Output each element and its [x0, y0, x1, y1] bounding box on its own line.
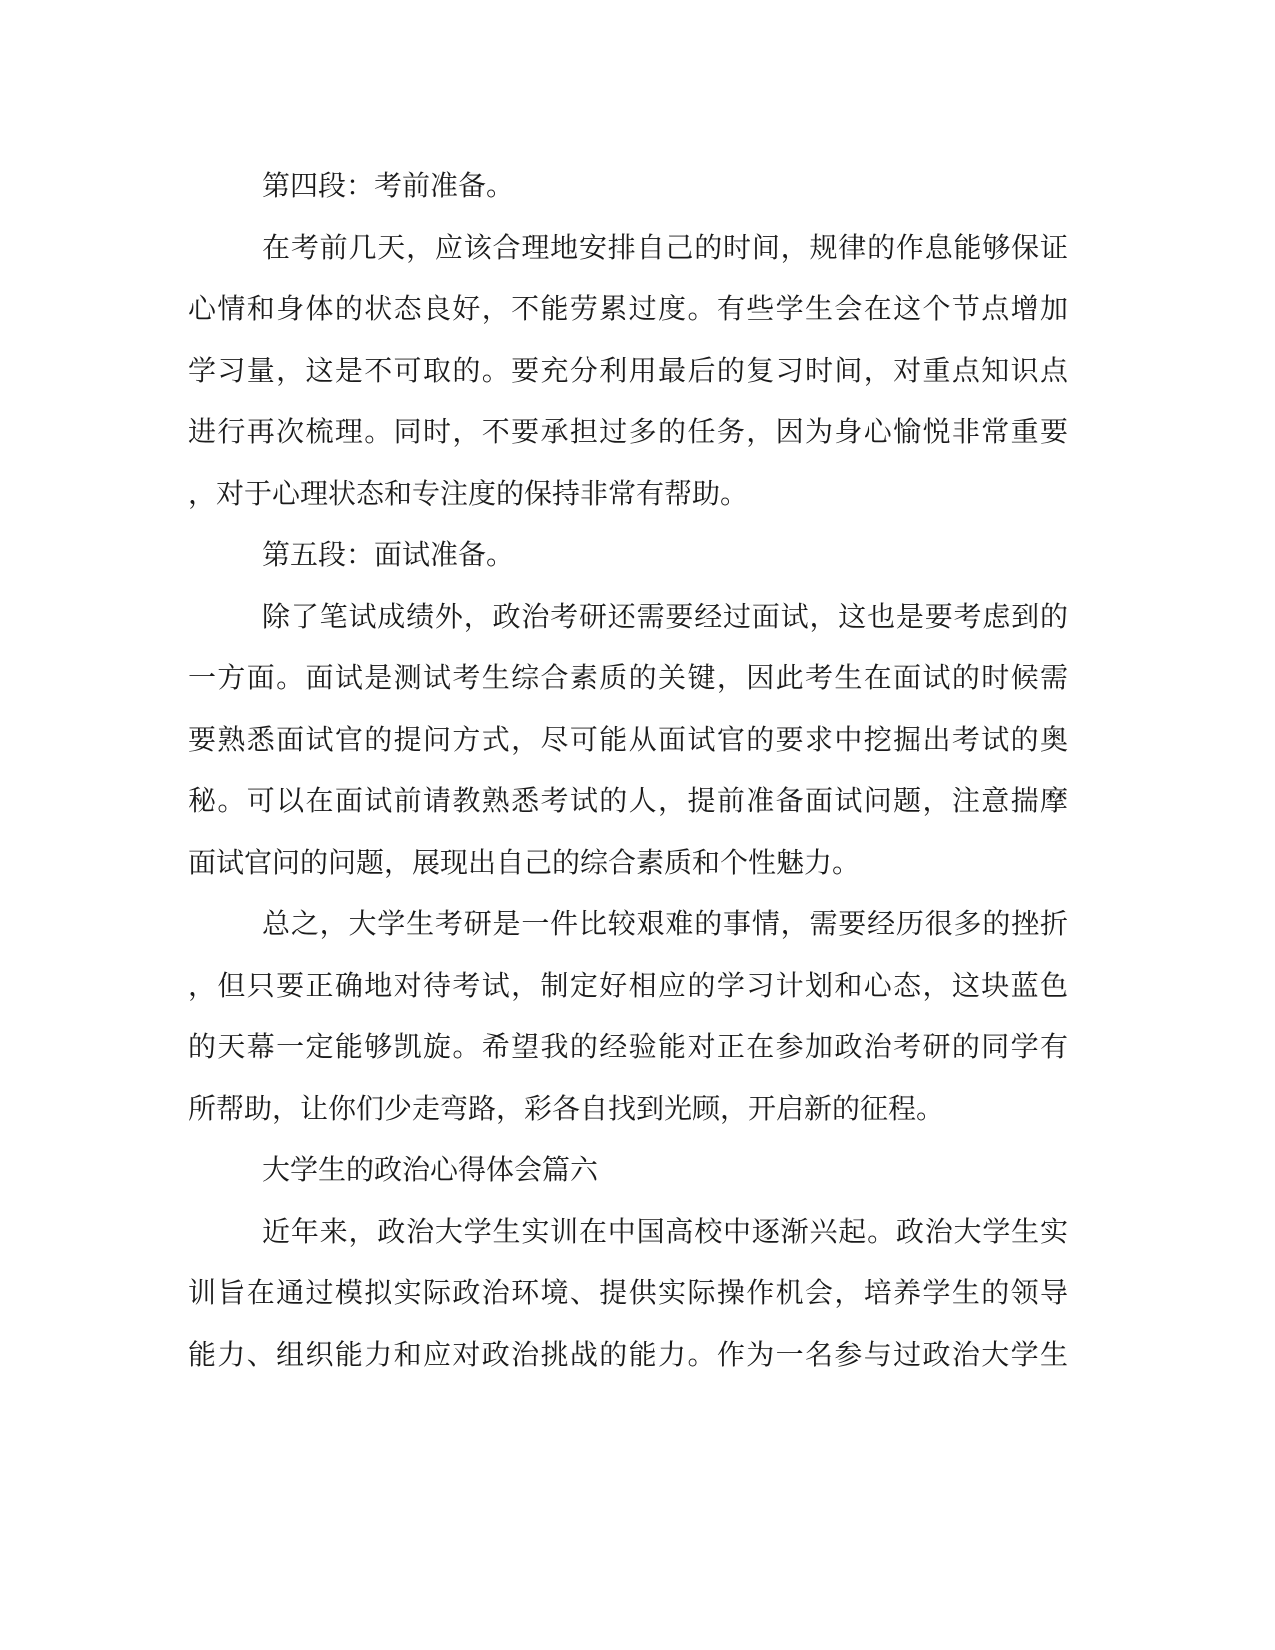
paragraph-line: ，对于心理状态和专注度的保持非常有帮助。: [188, 476, 749, 510]
paragraph-line: 学习量，这是不可取的。要充分利用最后的复习时间，对重点知识点: [188, 353, 1068, 387]
section-heading-5: 第五段：面试准备。: [262, 538, 515, 571]
paragraph-line: 在考前几天，应该合理地安排自己的时间，规律的作息能够保证: [262, 230, 1068, 264]
paragraph-line: 所帮助，让你们少走弯路，彩各自找到光顾，开启新的征程。: [188, 1091, 945, 1125]
paragraph-line: 总之，大学生考研是一件比较艰难的事情，需要经历很多的挫折: [262, 907, 1068, 940]
paragraph-line: 秘。可以在面试前请教熟悉考试的人，提前准备面试问题，注意揣摩: [188, 784, 1068, 817]
paragraph-line: 训旨在通过模拟实际政治环境、提供实际操作机会，培养学生的领导: [188, 1276, 1068, 1309]
paragraph-line: 心情和身体的状态良好，不能劳累过度。有些学生会在这个节点增加: [188, 292, 1068, 325]
paragraph-line: 进行再次梳理。同时，不要承担过多的任务，因为身心愉悦非常重要: [188, 415, 1068, 448]
document-body: [188, 155, 1068, 1385]
paragraph-line: 能力、组织能力和应对政治挑战的能力。作为一名参与过政治大学生: [188, 1337, 1068, 1371]
paragraph-line: 面试官问的问题，展现出自己的综合素质和个性魅力。: [188, 845, 861, 879]
paragraph-line: ，但只要正确地对待考试，制定好相应的学习计划和心态，这块蓝色: [188, 968, 1068, 1002]
paragraph-line: 要熟悉面试官的提问方式，尽可能从面试官的要求中挖掘出考试的奥: [188, 722, 1068, 756]
article-title: 大学生的政治心得体会篇六: [262, 1153, 599, 1186]
paragraph-line: 除了笔试成绩外，政治考研还需要经过面试，这也是要考虑到的: [262, 599, 1068, 633]
paragraph-line: 的天幕一定能够凯旋。希望我的经验能对正在参加政治考研的同学有: [188, 1030, 1068, 1063]
section-heading-4: 第四段：考前准备。: [262, 169, 515, 202]
paragraph-line: 近年来，政治大学生实训在中国高校中逐渐兴起。政治大学生实: [262, 1214, 1068, 1248]
paragraph-line: 一方面。面试是测试考生综合素质的关键，因此考生在面试的时候需: [188, 661, 1068, 694]
